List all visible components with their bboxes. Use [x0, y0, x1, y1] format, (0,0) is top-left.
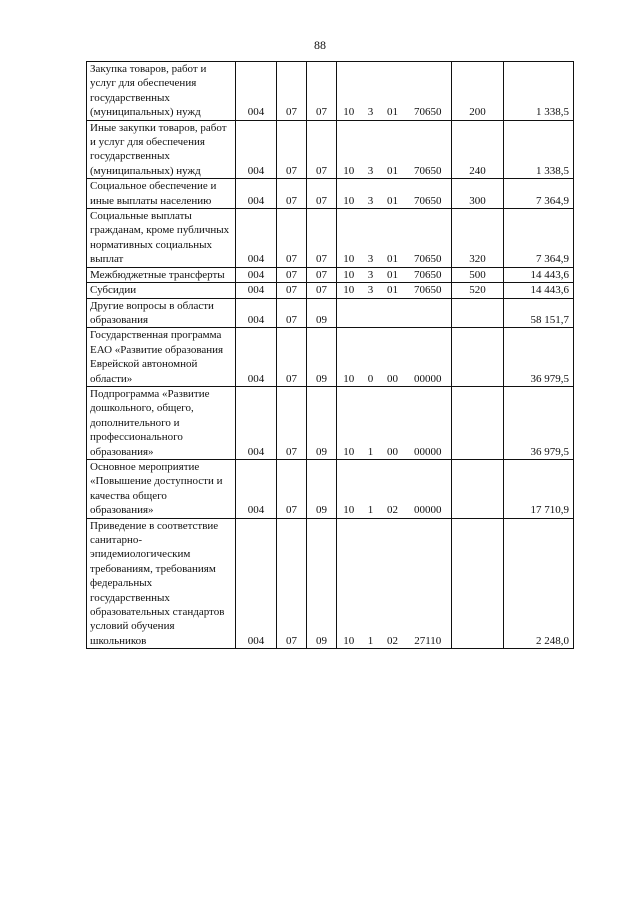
item-name-cell: Иные закупки товаров, работ и услуг для обеспечения государственных (муниципальных) нужд	[87, 120, 236, 179]
expense-type-cell: 320	[452, 209, 504, 268]
table-row	[87, 267, 574, 282]
expense-type-cell: 200	[452, 62, 504, 121]
subsection-code-cell: 07	[307, 209, 337, 268]
event-code-cell: 01	[381, 267, 405, 282]
event-code-cell: 02	[381, 459, 405, 518]
expense-type-cell	[452, 298, 504, 328]
table-row	[87, 298, 574, 328]
expense-type-cell: 500	[452, 267, 504, 282]
table-row	[87, 518, 574, 649]
expense-type-cell	[452, 518, 504, 649]
table-row	[87, 209, 574, 268]
department-code-cell: 004	[236, 518, 277, 649]
amount-cell: 36 979,5	[504, 386, 574, 459]
program-code-cell: 10	[337, 120, 361, 179]
event-code-cell: 01	[381, 179, 405, 209]
subprogram-code-cell: 3	[361, 120, 381, 179]
subprogram-code-cell: 3	[361, 283, 381, 298]
department-code-cell: 004	[236, 209, 277, 268]
section-code-cell: 07	[277, 209, 307, 268]
section-code-cell: 07	[277, 283, 307, 298]
program-code-cell: 10	[337, 386, 361, 459]
amount-cell: 1 338,5	[504, 120, 574, 179]
subsection-code-cell: 07	[307, 283, 337, 298]
item-name-cell: Межбюджетные трансферты	[87, 267, 236, 282]
table-row	[87, 459, 574, 518]
table-row	[87, 328, 574, 387]
expense-type-cell: 300	[452, 179, 504, 209]
expense-type-cell	[452, 328, 504, 387]
section-code-cell: 07	[277, 328, 307, 387]
department-code-cell: 004	[236, 328, 277, 387]
direction-code-cell: 70650	[405, 179, 452, 209]
amount-cell: 14 443,6	[504, 283, 574, 298]
program-code-cell: 10	[337, 518, 361, 649]
subsection-code-cell: 07	[307, 267, 337, 282]
item-name-cell: Субсидии	[87, 283, 236, 298]
amount-cell: 17 710,9	[504, 459, 574, 518]
item-name-cell: Государственная программа ЕАО «Развитие образования Еврейской автономной области»	[87, 328, 236, 387]
table-row	[87, 386, 574, 459]
department-code-cell: 004	[236, 459, 277, 518]
department-code-cell: 004	[236, 267, 277, 282]
subsection-code-cell: 09	[307, 386, 337, 459]
direction-code-cell: 70650	[405, 120, 452, 179]
section-code-cell: 07	[277, 459, 307, 518]
department-code-cell: 004	[236, 283, 277, 298]
subprogram-code-cell: 1	[361, 386, 381, 459]
section-code-cell: 07	[277, 518, 307, 649]
amount-cell: 2 248,0	[504, 518, 574, 649]
direction-code-cell: 00000	[405, 459, 452, 518]
subprogram-code-cell: 3	[361, 209, 381, 268]
department-code-cell: 004	[236, 179, 277, 209]
event-code-cell: 01	[381, 120, 405, 179]
event-code-cell	[381, 298, 405, 328]
event-code-cell: 00	[381, 328, 405, 387]
item-name-cell: Приведение в соответствие санитарно-эпидемиологическим требованиям, требованиям федеральных государственных образовательных стандартов условий обучения школьников	[87, 518, 236, 649]
amount-cell: 7 364,9	[504, 179, 574, 209]
table-row	[87, 120, 574, 179]
item-name-cell: Подпрограмма «Развитие дошкольного, общего, дополнительного и профессионального образования»	[87, 386, 236, 459]
expense-type-cell	[452, 459, 504, 518]
item-name-cell: Закупка товаров, работ и услуг для обеспечения государственных (муниципальных) нужд	[87, 62, 236, 121]
program-code-cell: 10	[337, 209, 361, 268]
direction-code-cell: 70650	[405, 283, 452, 298]
subsection-code-cell: 09	[307, 459, 337, 518]
department-code-cell: 004	[236, 298, 277, 328]
table-row	[87, 62, 574, 121]
subsection-code-cell: 07	[307, 179, 337, 209]
direction-code-cell: 27110	[405, 518, 452, 649]
expense-type-cell: 520	[452, 283, 504, 298]
item-name-cell: Основное мероприятие «Повышение доступности и качества общего образования»	[87, 459, 236, 518]
program-code-cell: 10	[337, 179, 361, 209]
subsection-code-cell: 09	[307, 298, 337, 328]
program-code-cell: 10	[337, 267, 361, 282]
subprogram-code-cell: 3	[361, 267, 381, 282]
program-code-cell: 10	[337, 459, 361, 518]
department-code-cell: 004	[236, 62, 277, 121]
department-code-cell: 004	[236, 120, 277, 179]
expense-type-cell	[452, 386, 504, 459]
expense-type-cell: 240	[452, 120, 504, 179]
subprogram-code-cell: 0	[361, 328, 381, 387]
subprogram-code-cell: 3	[361, 62, 381, 121]
subsection-code-cell: 07	[307, 62, 337, 121]
budget-table	[86, 61, 574, 649]
program-code-cell: 10	[337, 283, 361, 298]
event-code-cell: 01	[381, 62, 405, 121]
section-code-cell: 07	[277, 386, 307, 459]
department-code-cell: 004	[236, 386, 277, 459]
subsection-code-cell: 07	[307, 120, 337, 179]
event-code-cell: 00	[381, 386, 405, 459]
subprogram-code-cell	[361, 298, 381, 328]
section-code-cell: 07	[277, 120, 307, 179]
direction-code-cell: 70650	[405, 209, 452, 268]
subsection-code-cell: 09	[307, 518, 337, 649]
event-code-cell: 02	[381, 518, 405, 649]
table-body	[87, 62, 574, 649]
direction-code-cell: 70650	[405, 267, 452, 282]
subprogram-code-cell: 1	[361, 518, 381, 649]
direction-code-cell: 00000	[405, 386, 452, 459]
subprogram-code-cell: 1	[361, 459, 381, 518]
item-name-cell: Другие вопросы в области образования	[87, 298, 236, 328]
section-code-cell: 07	[277, 62, 307, 121]
program-code-cell	[337, 298, 361, 328]
page-number: 88	[314, 38, 326, 52]
direction-code-cell	[405, 298, 452, 328]
section-code-cell: 07	[277, 179, 307, 209]
direction-code-cell: 00000	[405, 328, 452, 387]
subsection-code-cell: 09	[307, 328, 337, 387]
event-code-cell: 01	[381, 283, 405, 298]
amount-cell: 7 364,9	[504, 209, 574, 268]
program-code-cell: 10	[337, 328, 361, 387]
event-code-cell: 01	[381, 209, 405, 268]
section-code-cell: 07	[277, 298, 307, 328]
subprogram-code-cell: 3	[361, 179, 381, 209]
item-name-cell: Социальное обеспечение и иные выплаты населению	[87, 179, 236, 209]
amount-cell: 1 338,5	[504, 62, 574, 121]
section-code-cell: 07	[277, 267, 307, 282]
item-name-cell: Социальные выплаты гражданам, кроме публичных нормативных социальных выплат	[87, 209, 236, 268]
program-code-cell: 10	[337, 62, 361, 121]
table-row	[87, 179, 574, 209]
amount-cell: 58 151,7	[504, 298, 574, 328]
amount-cell: 36 979,5	[504, 328, 574, 387]
direction-code-cell: 70650	[405, 62, 452, 121]
amount-cell: 14 443,6	[504, 267, 574, 282]
table-row	[87, 283, 574, 298]
